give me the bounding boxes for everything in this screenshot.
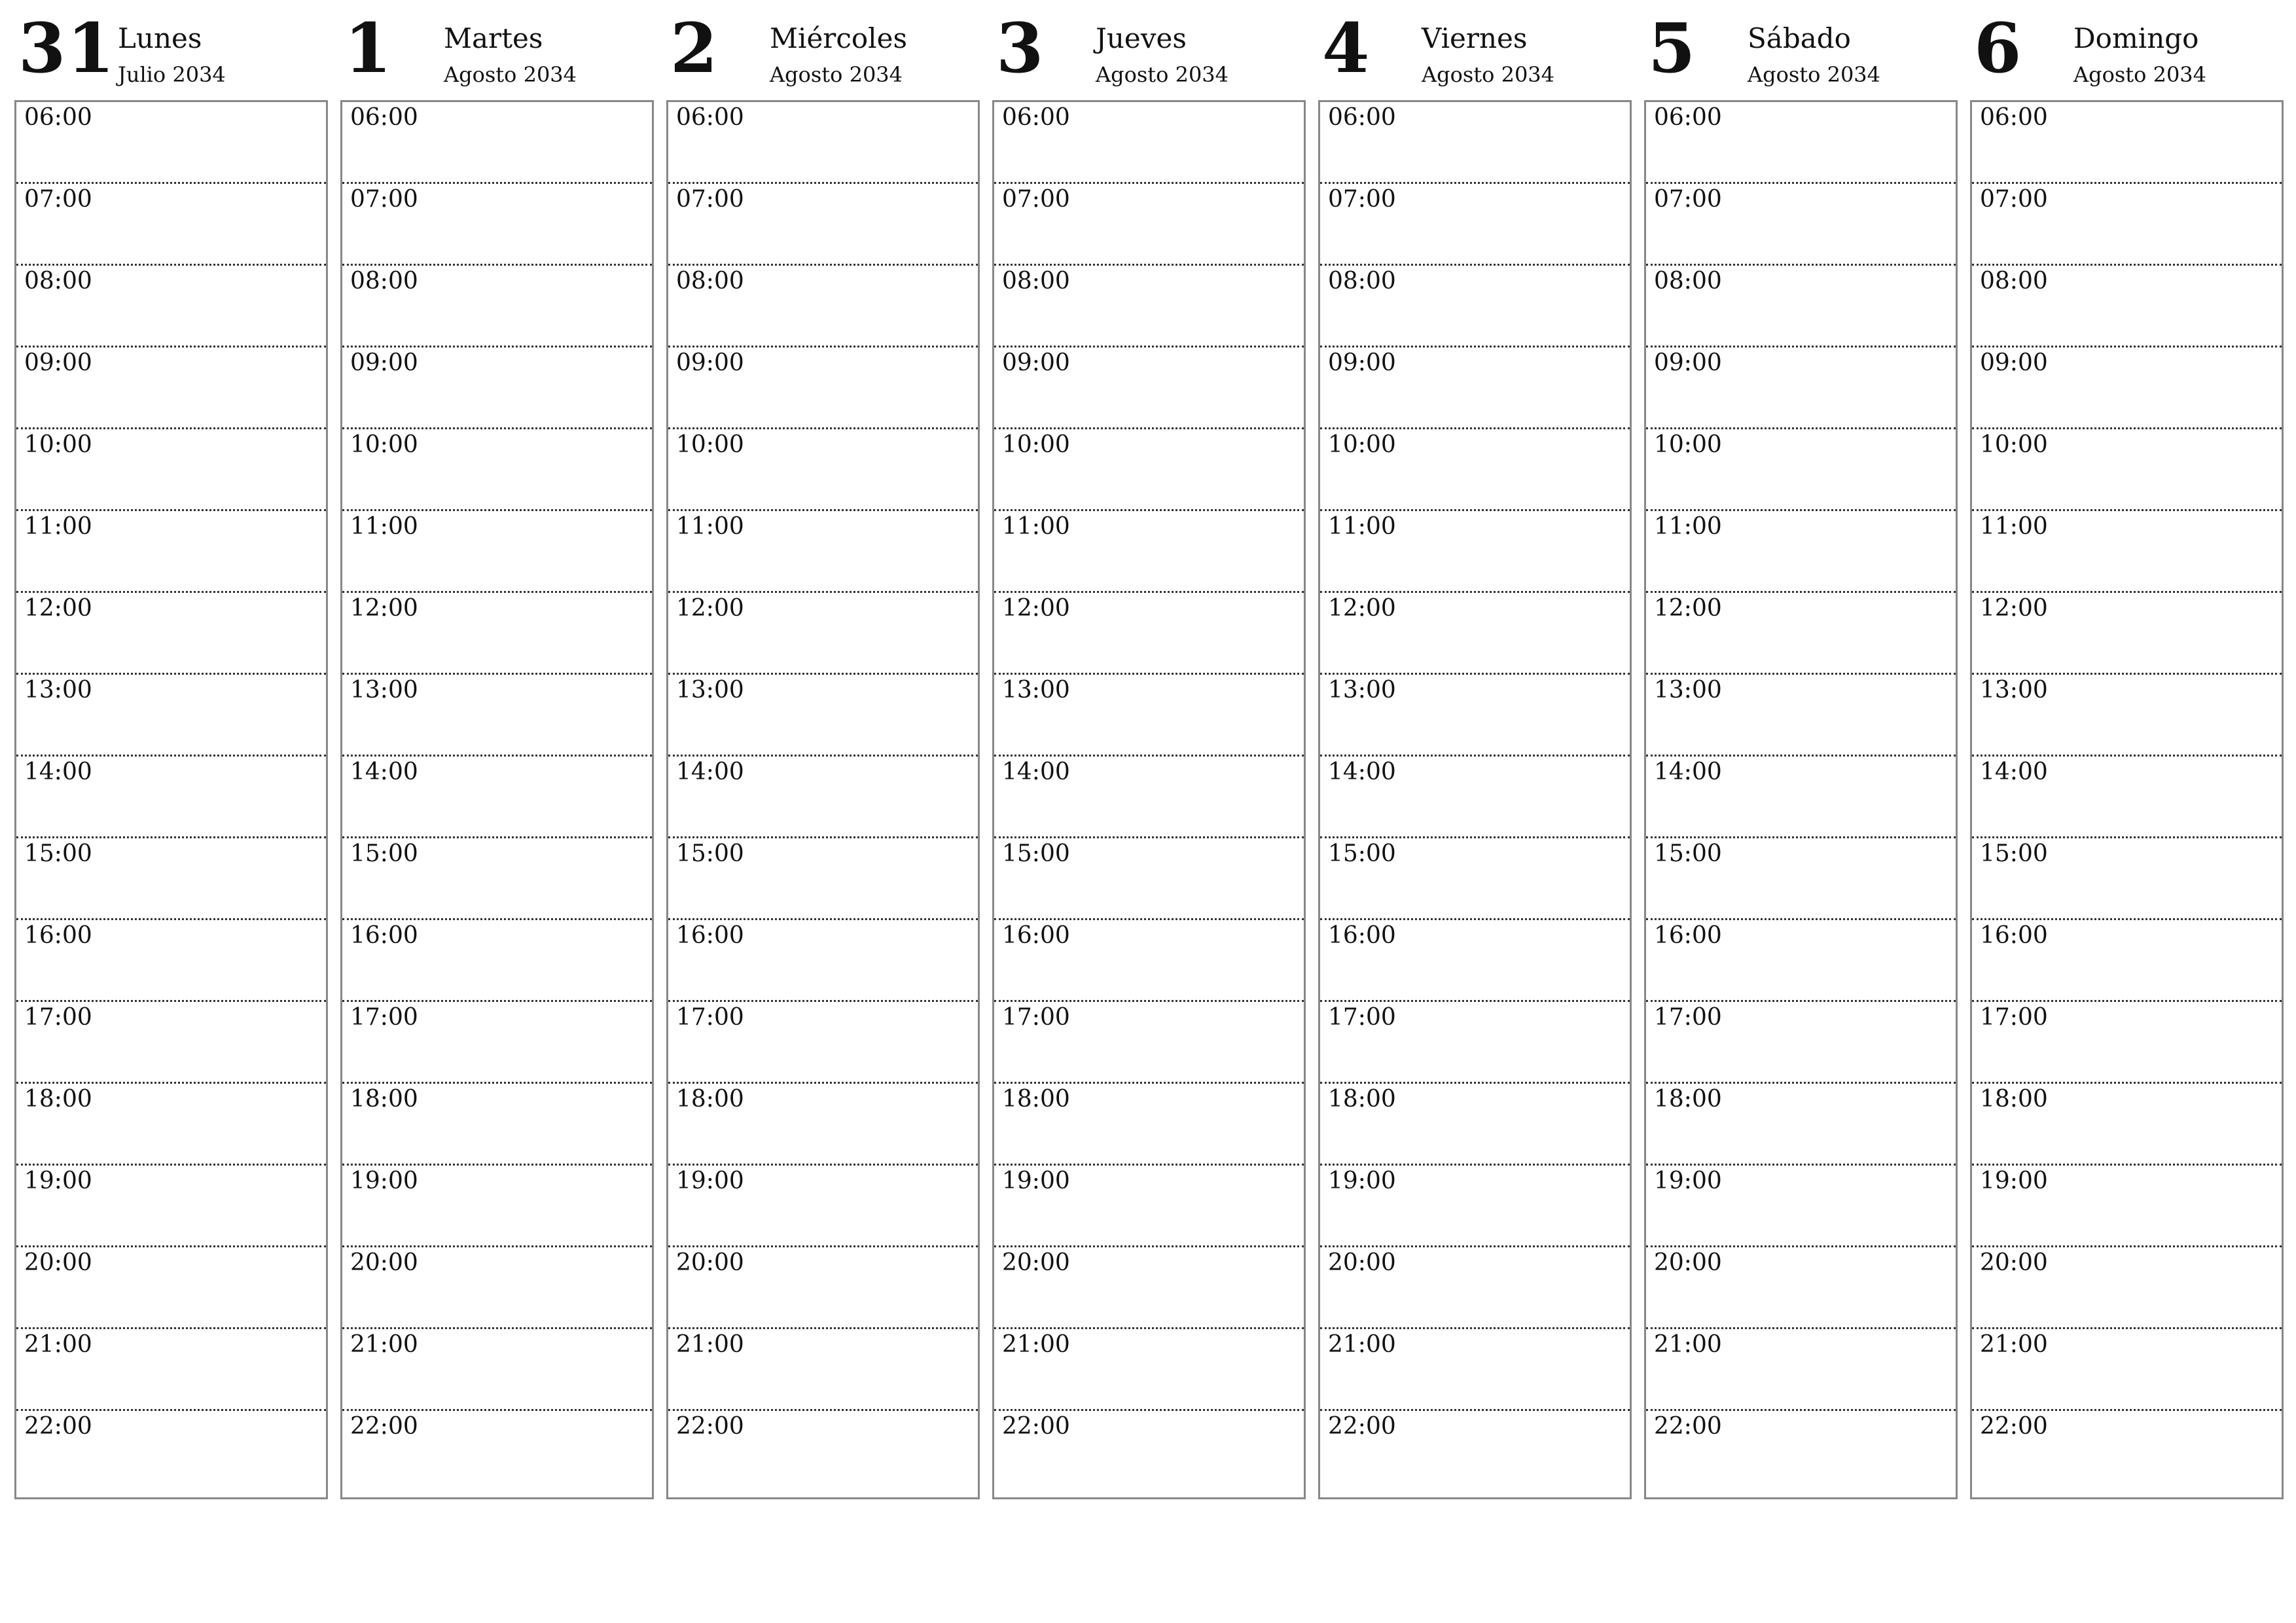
hour-slot[interactable]: [342, 1247, 652, 1329]
hour-label: 18:00: [1328, 1086, 1396, 1113]
hour-label: 15:00: [1980, 840, 2048, 867]
day-header: [1644, 0, 1956, 98]
day-header: [1970, 0, 2282, 98]
hour-label: 06:00: [676, 104, 744, 131]
hour-slot[interactable]: [1320, 102, 1630, 184]
hour-slot[interactable]: [1320, 1166, 1630, 1247]
month-label: Agosto 2034: [770, 62, 903, 87]
hour-label: 18:00: [1980, 1086, 2048, 1113]
hour-label: 13:00: [24, 677, 92, 704]
hour-slot[interactable]: [1320, 348, 1630, 429]
hour-label: 17:00: [1002, 1004, 1070, 1031]
hour-label: 06:00: [24, 104, 92, 131]
hour-slot[interactable]: [342, 511, 652, 593]
hour-label: 20:00: [676, 1249, 744, 1276]
hour-slot[interactable]: [994, 757, 1304, 838]
hour-label: 14:00: [1002, 758, 1070, 785]
month-label: Agosto 2034: [1096, 62, 1229, 87]
hour-label: 15:00: [24, 840, 92, 867]
hour-label: 08:00: [1002, 268, 1070, 294]
hour-label: 10:00: [1002, 431, 1070, 458]
month-label: Julio 2034: [118, 62, 226, 87]
hour-slot[interactable]: [1320, 757, 1630, 838]
hour-slot[interactable]: [16, 348, 326, 429]
hour-label: 19:00: [1002, 1168, 1070, 1194]
hour-label: 09:00: [1328, 349, 1396, 376]
hour-slot[interactable]: [994, 102, 1304, 184]
hour-label: 21:00: [1654, 1331, 1722, 1358]
hour-slot[interactable]: [1320, 675, 1630, 757]
hour-slot[interactable]: [994, 266, 1304, 348]
day-name: Martes: [444, 22, 543, 54]
hour-label: 14:00: [24, 758, 92, 785]
hour-label: 14:00: [676, 758, 744, 785]
hour-slot[interactable]: [16, 511, 326, 593]
hour-label: 06:00: [1980, 104, 2048, 131]
hour-slot[interactable]: [1320, 511, 1630, 593]
hour-label: 10:00: [1328, 431, 1396, 458]
hour-label: 10:00: [1980, 431, 2048, 458]
day-name: Viernes: [1422, 22, 1528, 54]
hour-label: 15:00: [350, 840, 418, 867]
hour-slot[interactable]: [342, 184, 652, 266]
hour-label: 07:00: [1654, 186, 1722, 213]
hour-slot[interactable]: [342, 1084, 652, 1166]
hour-label: 15:00: [676, 840, 744, 867]
hour-label: 12:00: [350, 595, 418, 622]
hour-label: 12:00: [24, 595, 92, 622]
hour-label: 10:00: [676, 431, 744, 458]
hour-slot[interactable]: [1320, 184, 1630, 266]
hour-slot[interactable]: [1972, 1411, 2282, 1493]
hour-slot[interactable]: [342, 757, 652, 838]
hour-slot[interactable]: [1646, 102, 1956, 184]
hour-slot[interactable]: [1972, 184, 2282, 266]
hour-label: 16:00: [1328, 922, 1396, 949]
hour-slot[interactable]: [668, 1002, 978, 1084]
hour-slot[interactable]: [342, 1002, 652, 1084]
hour-slot[interactable]: [1646, 511, 1956, 593]
hour-slot[interactable]: [16, 1411, 326, 1493]
hour-label: 06:00: [1328, 104, 1396, 131]
hour-slot[interactable]: [668, 920, 978, 1002]
hour-slot[interactable]: [1972, 757, 2282, 838]
hour-label: 11:00: [1980, 513, 2048, 540]
hour-slot[interactable]: [1646, 1084, 1956, 1166]
hour-label: 11:00: [1002, 513, 1070, 540]
hour-slot[interactable]: [994, 348, 1304, 429]
hour-label: 21:00: [1328, 1331, 1396, 1358]
hour-label: 11:00: [350, 513, 418, 540]
day-header: [14, 0, 327, 98]
hour-slot[interactable]: [1972, 675, 2282, 757]
day-column: [992, 0, 1304, 1500]
hour-label: 14:00: [350, 758, 418, 785]
hour-slot[interactable]: [1972, 1329, 2282, 1411]
hour-slot[interactable]: [1320, 1084, 1630, 1166]
hour-label: 13:00: [1654, 677, 1722, 704]
day-number: 31: [18, 8, 116, 88]
hour-label: 21:00: [1980, 1331, 2048, 1358]
hour-label: 10:00: [350, 431, 418, 458]
hour-slot[interactable]: [16, 102, 326, 184]
hour-label: 22:00: [676, 1413, 744, 1440]
hour-slot[interactable]: [668, 675, 978, 757]
hour-slot[interactable]: [16, 1002, 326, 1084]
hour-slot[interactable]: [1320, 593, 1630, 675]
hour-label: 20:00: [350, 1249, 418, 1276]
hour-label: 18:00: [1654, 1086, 1722, 1113]
hour-label: 20:00: [1654, 1249, 1722, 1276]
hour-label: 11:00: [24, 513, 92, 540]
hour-slot[interactable]: [1646, 1002, 1956, 1084]
hour-slot[interactable]: [1972, 1166, 2282, 1247]
hour-slot[interactable]: [342, 429, 652, 511]
hour-label: 19:00: [676, 1168, 744, 1194]
hour-label: 17:00: [676, 1004, 744, 1031]
hour-slot[interactable]: [342, 1411, 652, 1493]
hour-slot[interactable]: [668, 757, 978, 838]
hour-label: 21:00: [676, 1331, 744, 1358]
hour-label: 14:00: [1654, 758, 1722, 785]
hour-label: 17:00: [350, 1004, 418, 1031]
hour-label: 16:00: [24, 922, 92, 949]
hour-label: 18:00: [350, 1086, 418, 1113]
hour-label: 07:00: [350, 186, 418, 213]
hour-slot[interactable]: [668, 1411, 978, 1493]
hour-slot[interactable]: [668, 184, 978, 266]
hour-label: 20:00: [24, 1249, 92, 1276]
hour-slot[interactable]: [342, 593, 652, 675]
hour-label: 12:00: [1328, 595, 1396, 622]
hour-slot[interactable]: [342, 348, 652, 429]
day-number: 1: [344, 8, 393, 88]
hour-label: 08:00: [24, 268, 92, 294]
hour-slot[interactable]: [994, 838, 1304, 920]
hour-slot[interactable]: [1646, 1411, 1956, 1493]
hour-slot[interactable]: [994, 1084, 1304, 1166]
hour-label: 19:00: [1328, 1168, 1396, 1194]
hour-label: 13:00: [1980, 677, 2048, 704]
day-name: Miércoles: [770, 22, 908, 54]
hour-label: 16:00: [1654, 922, 1722, 949]
day-column: [666, 0, 978, 1500]
day-name: Jueves: [1096, 22, 1187, 54]
hour-label: 22:00: [350, 1413, 418, 1440]
hour-slot[interactable]: [1972, 429, 2282, 511]
hour-slot[interactable]: [668, 102, 978, 184]
hour-slot[interactable]: [1646, 184, 1956, 266]
hour-slot[interactable]: [668, 838, 978, 920]
hour-slot[interactable]: [16, 593, 326, 675]
hour-label: 22:00: [1002, 1413, 1070, 1440]
hour-slot[interactable]: [668, 266, 978, 348]
day-column: [1970, 0, 2282, 1500]
hour-slot[interactable]: [1646, 593, 1956, 675]
hour-slot[interactable]: [994, 675, 1304, 757]
day-number: 6: [1974, 8, 2023, 88]
hour-label: 08:00: [1980, 268, 2048, 294]
hour-label: 08:00: [676, 268, 744, 294]
hour-label: 22:00: [24, 1413, 92, 1440]
hour-label: 09:00: [1980, 349, 2048, 376]
hour-label: 12:00: [1002, 595, 1070, 622]
day-schedule-box: [992, 100, 1306, 1499]
hour-slot[interactable]: [994, 1247, 1304, 1329]
day-schedule-box: [1318, 100, 1632, 1499]
hour-label: 16:00: [676, 922, 744, 949]
hour-slot[interactable]: [1972, 1002, 2282, 1084]
day-header: [1318, 0, 1630, 98]
hour-label: 20:00: [1980, 1249, 2048, 1276]
hour-slot[interactable]: [1972, 266, 2282, 348]
day-number: 2: [670, 8, 719, 88]
hour-slot[interactable]: [668, 511, 978, 593]
day-schedule-box: [666, 100, 980, 1499]
hour-label: 16:00: [1980, 922, 2048, 949]
hour-label: 09:00: [1002, 349, 1070, 376]
hour-slot[interactable]: [16, 1247, 326, 1329]
hour-label: 11:00: [676, 513, 744, 540]
month-label: Agosto 2034: [1748, 62, 1881, 87]
hour-slot[interactable]: [1646, 1247, 1956, 1329]
month-label: Agosto 2034: [2073, 62, 2207, 87]
day-schedule-box: [1644, 100, 1958, 1499]
hour-slot[interactable]: [342, 266, 652, 348]
hour-slot[interactable]: [1646, 757, 1956, 838]
hour-label: 15:00: [1654, 840, 1722, 867]
hour-slot[interactable]: [1646, 429, 1956, 511]
hour-label: 09:00: [350, 349, 418, 376]
hour-slot[interactable]: [668, 1084, 978, 1166]
hour-slot[interactable]: [994, 1329, 1304, 1411]
hour-label: 16:00: [1002, 922, 1070, 949]
hour-label: 19:00: [350, 1168, 418, 1194]
hour-label: 12:00: [676, 595, 744, 622]
hour-slot[interactable]: [342, 102, 652, 184]
hour-slot[interactable]: [1972, 1247, 2282, 1329]
hour-slot[interactable]: [16, 838, 326, 920]
hour-slot[interactable]: [994, 1002, 1304, 1084]
hour-label: 21:00: [24, 1331, 92, 1358]
hour-slot[interactable]: [1646, 266, 1956, 348]
hour-label: 19:00: [24, 1168, 92, 1194]
hour-label: 13:00: [1328, 677, 1396, 704]
hour-label: 21:00: [1002, 1331, 1070, 1358]
hour-slot[interactable]: [16, 920, 326, 1002]
hour-label: 17:00: [24, 1004, 92, 1031]
hour-label: 15:00: [1002, 840, 1070, 867]
hour-label: 16:00: [350, 922, 418, 949]
hour-slot[interactable]: [16, 675, 326, 757]
hour-label: 09:00: [24, 349, 92, 376]
hour-slot[interactable]: [16, 757, 326, 838]
hour-slot[interactable]: [1646, 838, 1956, 920]
hour-slot[interactable]: [16, 1166, 326, 1247]
hour-slot[interactable]: [16, 429, 326, 511]
hour-slot[interactable]: [1646, 920, 1956, 1002]
hour-label: 08:00: [350, 268, 418, 294]
day-column: [340, 0, 653, 1500]
hour-slot[interactable]: [342, 1329, 652, 1411]
hour-slot[interactable]: [1320, 429, 1630, 511]
hour-slot[interactable]: [994, 429, 1304, 511]
hour-slot[interactable]: [668, 1166, 978, 1247]
hour-slot[interactable]: [342, 1166, 652, 1247]
hour-slot[interactable]: [668, 348, 978, 429]
hour-label: 18:00: [24, 1086, 92, 1113]
hour-slot[interactable]: [1320, 1247, 1630, 1329]
hour-label: 20:00: [1002, 1249, 1070, 1276]
hour-label: 11:00: [1654, 513, 1722, 540]
hour-slot[interactable]: [1972, 838, 2282, 920]
hour-slot[interactable]: [1646, 1329, 1956, 1411]
hour-slot[interactable]: [1972, 511, 2282, 593]
hour-label: 06:00: [1002, 104, 1070, 131]
hour-label: 07:00: [1980, 186, 2048, 213]
hour-label: 14:00: [1328, 758, 1396, 785]
hour-label: 12:00: [1654, 595, 1722, 622]
hour-slot[interactable]: [1320, 1329, 1630, 1411]
hour-slot[interactable]: [1646, 1166, 1956, 1247]
hour-slot[interactable]: [1320, 1411, 1630, 1493]
day-name: Domingo: [2073, 22, 2199, 54]
hour-slot[interactable]: [1972, 102, 2282, 184]
hour-slot[interactable]: [1320, 838, 1630, 920]
hour-label: 22:00: [1328, 1413, 1396, 1440]
hour-label: 07:00: [24, 186, 92, 213]
hour-label: 22:00: [1654, 1413, 1722, 1440]
hour-label: 17:00: [1328, 1004, 1396, 1031]
hour-label: 15:00: [1328, 840, 1396, 867]
month-label: Agosto 2034: [444, 62, 577, 87]
hour-slot[interactable]: [994, 1411, 1304, 1493]
hour-slot[interactable]: [668, 1247, 978, 1329]
hour-label: 06:00: [1654, 104, 1722, 131]
day-number: 4: [1322, 8, 1371, 88]
hour-slot[interactable]: [342, 920, 652, 1002]
hour-slot[interactable]: [668, 593, 978, 675]
month-label: Agosto 2034: [1422, 62, 1555, 87]
hour-label: 09:00: [676, 349, 744, 376]
hour-label: 07:00: [1002, 186, 1070, 213]
hour-slot[interactable]: [994, 1166, 1304, 1247]
hour-slot[interactable]: [16, 1084, 326, 1166]
day-header: [666, 0, 978, 98]
hour-slot[interactable]: [994, 593, 1304, 675]
hour-label: 17:00: [1654, 1004, 1722, 1031]
hour-slot[interactable]: [1320, 266, 1630, 348]
hour-label: 09:00: [1654, 349, 1722, 376]
hour-slot[interactable]: [16, 266, 326, 348]
day-number: 5: [1648, 8, 1697, 88]
hour-label: 11:00: [1328, 513, 1396, 540]
hour-label: 10:00: [24, 431, 92, 458]
hour-label: 21:00: [350, 1331, 418, 1358]
hour-label: 22:00: [1980, 1413, 2048, 1440]
hour-slot[interactable]: [1972, 348, 2282, 429]
day-header: [992, 0, 1304, 98]
hour-label: 20:00: [1328, 1249, 1396, 1276]
hour-slot[interactable]: [994, 511, 1304, 593]
hour-label: 08:00: [1654, 268, 1722, 294]
hour-slot[interactable]: [1972, 1084, 2282, 1166]
day-name: Lunes: [118, 22, 202, 54]
hour-label: 13:00: [676, 677, 744, 704]
hour-slot[interactable]: [668, 429, 978, 511]
hour-slot[interactable]: [1320, 1002, 1630, 1084]
hour-label: 14:00: [1980, 758, 2048, 785]
day-header: [340, 0, 653, 98]
hour-label: 06:00: [350, 104, 418, 131]
hour-slot[interactable]: [1972, 593, 2282, 675]
hour-slot[interactable]: [1972, 920, 2282, 1002]
hour-slot[interactable]: [342, 838, 652, 920]
hour-label: 10:00: [1654, 431, 1722, 458]
hour-label: 08:00: [1328, 268, 1396, 294]
hour-label: 18:00: [676, 1086, 744, 1113]
hour-label: 19:00: [1980, 1168, 2048, 1194]
hour-slot[interactable]: [1646, 675, 1956, 757]
day-schedule-box: [14, 100, 328, 1499]
weekly-planner: [14, 0, 2282, 1500]
hour-slot[interactable]: [668, 1329, 978, 1411]
hour-label: 19:00: [1654, 1168, 1722, 1194]
hour-label: 13:00: [1002, 677, 1070, 704]
day-name: Sábado: [1748, 22, 1851, 54]
day-schedule-box: [1970, 100, 2284, 1499]
hour-label: 13:00: [350, 677, 418, 704]
hour-label: 17:00: [1980, 1004, 2048, 1031]
day-schedule-box: [340, 100, 654, 1499]
day-number: 3: [996, 8, 1045, 88]
hour-slot[interactable]: [342, 675, 652, 757]
hour-slot[interactable]: [16, 1329, 326, 1411]
day-column: [1644, 0, 1956, 1500]
hour-label: 18:00: [1002, 1086, 1070, 1113]
day-column: [1318, 0, 1630, 1500]
hour-slot[interactable]: [16, 184, 326, 266]
hour-label: 12:00: [1980, 595, 2048, 622]
hour-slot[interactable]: [1320, 920, 1630, 1002]
hour-label: 07:00: [676, 186, 744, 213]
hour-slot[interactable]: [1646, 348, 1956, 429]
hour-label: 07:00: [1328, 186, 1396, 213]
hour-slot[interactable]: [994, 184, 1304, 266]
hour-slot[interactable]: [994, 920, 1304, 1002]
day-column: [14, 0, 327, 1500]
